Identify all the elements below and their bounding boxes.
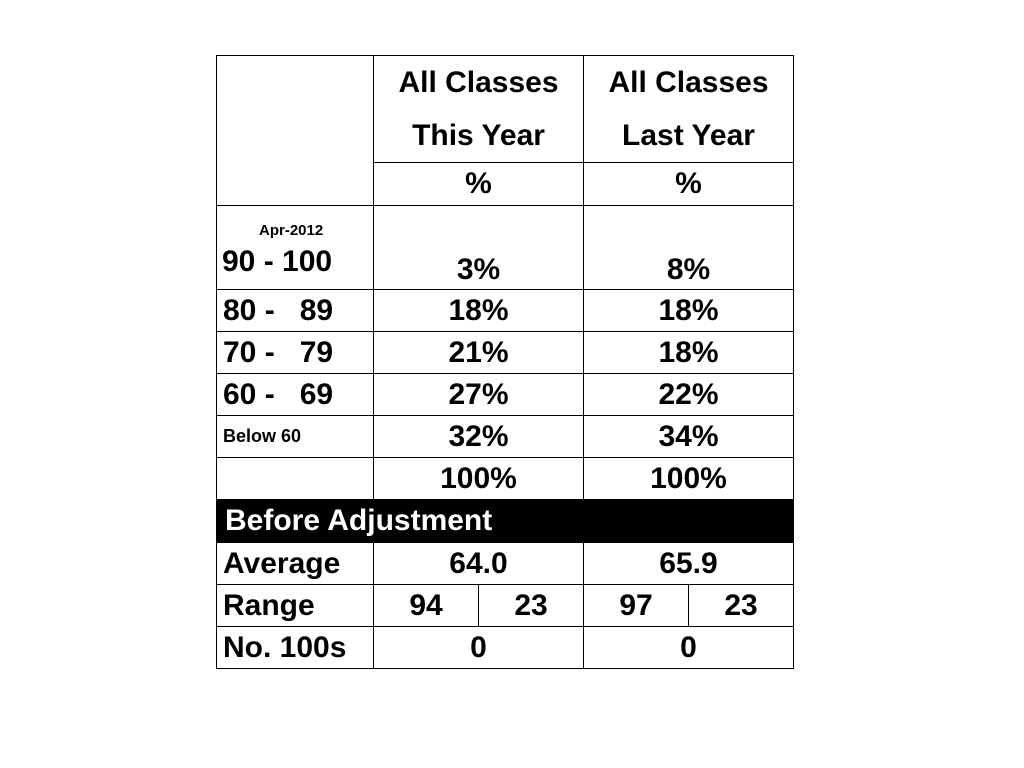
this-year-total: 100% xyxy=(374,458,584,500)
range-row xyxy=(217,585,794,627)
table-row xyxy=(217,416,794,458)
last-year-hundreds: 0 xyxy=(584,627,794,669)
header-title-row xyxy=(217,56,794,163)
this-year-hundreds: 0 xyxy=(374,627,584,669)
last-year-percent: 22% xyxy=(584,374,794,416)
last-year-range-low: 23 xyxy=(689,585,794,627)
this-year-header-line1: All Classes xyxy=(398,66,559,99)
table-row xyxy=(217,374,794,416)
this-year-range-high: 94 xyxy=(374,585,479,627)
last-year-percent: 8% xyxy=(584,206,794,290)
this-year-percent: 3% xyxy=(374,206,584,290)
this-year-percent: 32% xyxy=(374,416,584,458)
grade-band-cell xyxy=(217,206,374,290)
this-year-header xyxy=(374,56,584,163)
hundreds-label: No. 100s xyxy=(217,627,374,669)
total-label xyxy=(217,458,374,500)
date-label: Apr-2012 xyxy=(259,222,324,239)
corner-cell xyxy=(217,56,374,206)
this-year-unit: % xyxy=(374,163,584,206)
this-year-percent: 18% xyxy=(374,290,584,332)
last-year-header-line1: All Classes xyxy=(608,66,769,99)
last-year-header xyxy=(584,56,794,163)
grade-distribution-table xyxy=(216,55,794,669)
before-adjustment-band: Before Adjustment xyxy=(217,500,794,543)
last-year-total: 100% xyxy=(584,458,794,500)
table-row xyxy=(217,332,794,374)
last-year-header-line2: Last Year xyxy=(622,119,755,152)
this-year-percent: 21% xyxy=(374,332,584,374)
grade-band-label: 80 - 89 xyxy=(217,290,374,332)
table-row xyxy=(217,206,794,290)
last-year-percent: 18% xyxy=(584,290,794,332)
average-row xyxy=(217,543,794,585)
last-year-average: 65.9 xyxy=(584,543,794,585)
last-year-percent: 18% xyxy=(584,332,794,374)
table-row xyxy=(217,290,794,332)
section-band-row xyxy=(217,500,794,543)
total-row xyxy=(217,458,794,500)
grade-band-label: 90 - 100 xyxy=(222,245,333,278)
this-year-header-line2: This Year xyxy=(412,119,545,152)
last-year-unit: % xyxy=(584,163,794,206)
this-year-range-low: 23 xyxy=(479,585,584,627)
range-label: Range xyxy=(217,585,374,627)
grade-band-label: 70 - 79 xyxy=(217,332,374,374)
hundreds-row xyxy=(217,627,794,669)
last-year-percent: 34% xyxy=(584,416,794,458)
this-year-average: 64.0 xyxy=(374,543,584,585)
last-year-range-high: 97 xyxy=(584,585,689,627)
grade-band-label: Below 60 xyxy=(217,416,374,458)
average-label: Average xyxy=(217,543,374,585)
grade-band-label: 60 - 69 xyxy=(217,374,374,416)
this-year-percent: 27% xyxy=(374,374,584,416)
